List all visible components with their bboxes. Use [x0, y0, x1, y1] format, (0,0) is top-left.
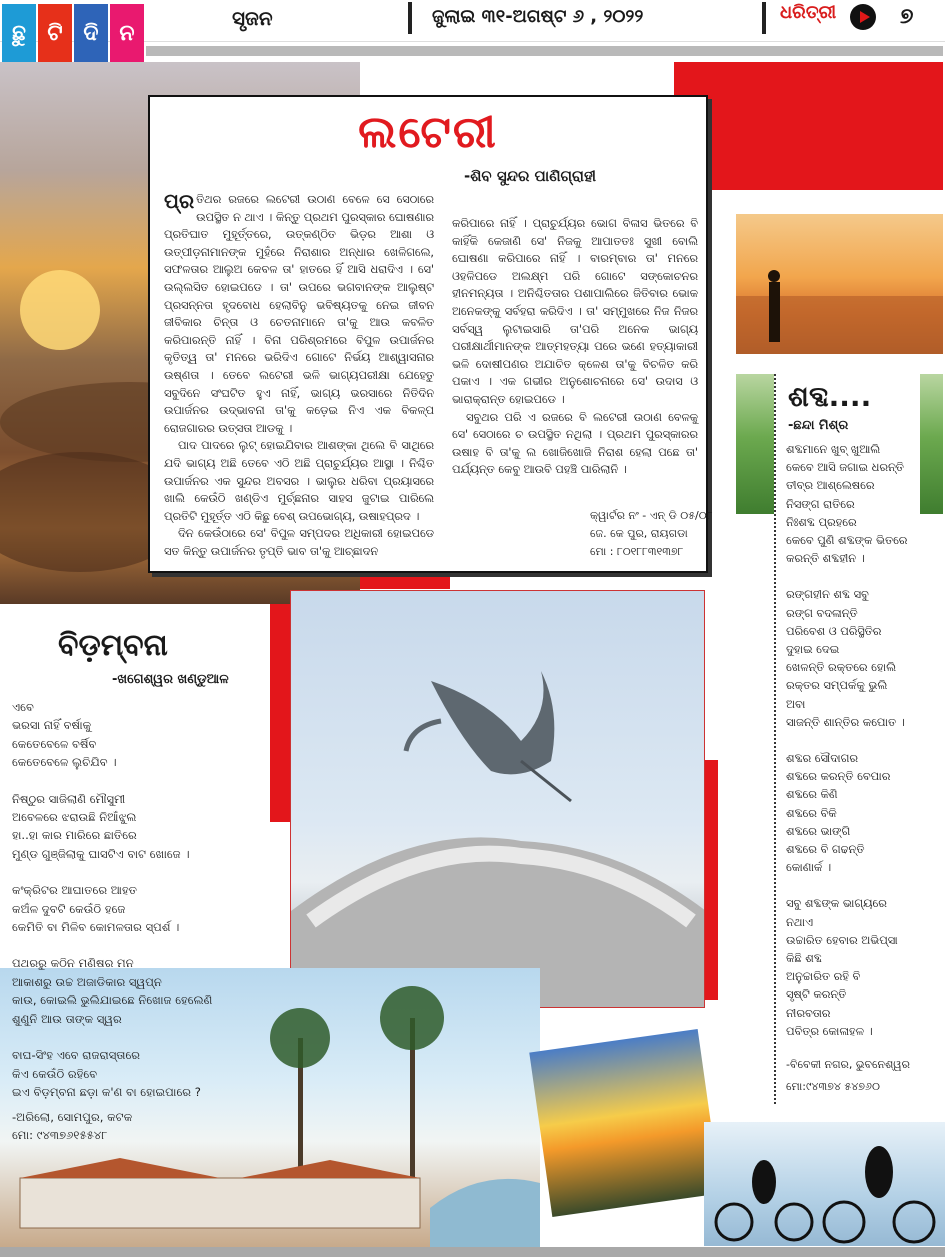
poem-body — [786, 440, 920, 1058]
story-author: -ଶିବ ସୁନ୍ଦର ପାଣିଗ୍ରାହୀ — [464, 167, 596, 185]
footer-bar — [0, 1247, 945, 1257]
poem-line: ଅନୁଚ୍ଚାରିତ ରହି ବି — [786, 969, 861, 984]
poem-stanza — [786, 749, 920, 876]
poem-title: ଶବ୍ଦ.... — [788, 380, 872, 413]
poem-line: ରଙ୍ଗ ବଦଳାନ୍ତି — [786, 605, 858, 620]
poem-line: କେମିତି ବା ମିଳିବ କୋମଳତାର ସ୍ପର୍ଶ । — [12, 920, 180, 935]
poem-line: ପରିବେଶ ଓ ପରିସ୍ଥିତିର — [786, 623, 882, 638]
poem-author: -ଛନ୍ଦା ମିଶ୍ର — [788, 418, 849, 433]
drop-cap: ପ୍ର — [164, 189, 195, 213]
byline-line: ମୋ:୯୪୩୭୪ ୫୪୭୬୦ — [786, 1080, 880, 1093]
main-story — [148, 95, 713, 573]
poem-line: ଶବ୍ଦରେ ଭାଙ୍ଗି — [786, 823, 851, 838]
poem-line: ଭରସା ନାହିଁ ବର୍ଷାକୁ — [12, 718, 92, 733]
sunset-trees-photo — [529, 1029, 720, 1217]
play-icon — [850, 4, 876, 30]
bicycle-icon — [704, 1122, 945, 1246]
poem-stanza — [12, 1046, 282, 1101]
masthead-letter: ନ — [110, 4, 144, 62]
byline-line: ମୋ: ୯୪୩୭୬୧୫୫୪୮ — [12, 1128, 108, 1142]
poem-line: କୋଣାର୍କ । — [786, 860, 832, 875]
poem-line: ସାଜନ୍ତି ଶାନ୍ତିର କପୋତ । — [786, 714, 905, 729]
byline-line: ଜେ. କେ ପୁର, ରାୟଗଡା — [590, 527, 688, 540]
story-paragraph: ସବୁଥର ପରି ଏ ରଜରେ ବି ଲଟେରୀ ଉଠାଣ ବେଳକୁ ସେ' ସେଠାରେ ଚ ଉପସ୍ଥିତ ନଥିଲା । ପ୍ରଥମ ପୁରସ୍କାରର ଉଷାହ ବି ତା'କୁ ଲ ଖୋଜିଖୋଜି ନିରାଶ ହେଲା ପଛେ ତା' ପର୍ଯ୍ୟନ୍ତ କେବୁ ଆଉବି ପହଞ୍ଚି ପାରିଲାନି । — [452, 410, 698, 477]
poem-line: ଶବ୍ଦରେ କରନ୍ତି ବେପାର — [786, 769, 891, 784]
poem-box — [774, 374, 920, 1104]
page-number: ୭ — [900, 4, 914, 29]
poem-line: ନିସଙ୍ଗ ରାତିରେ — [786, 496, 855, 511]
poem-body — [12, 698, 282, 1119]
poem-stanza — [12, 698, 282, 772]
issue-date: ଜୁଲାଇ ୩୧-ଅଗଷ୍ଟ ୬ , ୨୦୨୨ — [432, 6, 644, 27]
story-title: ଲଟେରୀ — [358, 107, 498, 158]
header-bar — [146, 46, 943, 56]
brand-logo: ଧରିତ୍ରୀ — [780, 2, 837, 23]
poem-line: ଶବ୍ଦମାନେ ଖୁବ୍ ଖୁଆଲି — [786, 442, 881, 456]
byline-line: କ୍ୱାର୍ଟର ନଂ - ଏନ୍ ଡି ୦୫/୦୮ — [590, 509, 713, 522]
poem-line: ଶବ୍ଦରେ ବି ଗଢନ୍ତି — [786, 842, 865, 857]
poem-line: ଅବା — [786, 696, 806, 711]
story-paragraph: ଦିନ କେଉଁଠାରେ ସେ' ବିପୁଳ ସମ୍ପଦର ଅଧିକାରୀ ହୋଇପଡେ ସତ କିନ୍ତୁ ଉପାର୍ଜନର ତୃପ୍ତି ଭାବ ତା'କୁ ଆଚ୍ଛାଦନ — [164, 527, 434, 558]
poem-line: ପବିତ୍ର କୋଳାହଳ । — [786, 1023, 873, 1038]
masthead-letter: ଦି — [74, 4, 108, 62]
poem-line: କିଛି ଶବ୍ଦ — [786, 951, 822, 966]
poem-line: ସବୁ ଶବ୍ଦଙ୍କ ଭାଗ୍ୟରେ — [786, 896, 887, 911]
poem-stanza — [786, 440, 920, 567]
poem-line: ଶବ୍ଦରେ ବିକି — [786, 805, 837, 820]
poem-line: ଶୁଣୁନି ଆଉ ତାଙ୍କ ସ୍ୱର — [12, 1011, 122, 1026]
story-byline — [590, 507, 750, 561]
poem-stanza — [786, 585, 920, 731]
poem-line: କିଏ କେଉଁଠି ରହିବେ — [12, 1066, 98, 1081]
byline-line: ମୋ : ୮୦୧୮୮୩୧୩୭୮ — [590, 545, 684, 558]
poem-line: ନିଷ୍ଠୁର ସାଜିଲାଣି ମୌସୁମୀ — [12, 791, 126, 806]
poem-line: ତୀବ୍ର ଆଶ୍ଲେଷରେ — [786, 478, 875, 493]
poem-line: ନୀରବତାର — [786, 1005, 831, 1020]
poem-line: ନିଃଶବ୍ଦ ପ୍ରହରେ — [786, 514, 857, 529]
cyclists-photo — [704, 1122, 945, 1246]
poem-line: ମୁଣ୍ଡ ଗୁଞ୍ଜିଲାକୁ ଘାସଟିଏ ବାଟ ଖୋଜେ । — [12, 846, 190, 861]
poem-line: ଖେଳନ୍ତି ରକ୍ତରେ ହୋଲି — [786, 660, 897, 675]
poem-line: ଇଏ ବିଡ଼ମ୍ବନା ଛଡ଼ା କ'ଣ ବା ହୋଇପାରେ ? — [12, 1084, 201, 1099]
poem-line: ଏବେ — [12, 700, 34, 714]
poem-byline — [12, 1108, 132, 1144]
poem-line: କଂକ୍ରିଟର ଆଘାତରେ ଆହତ — [12, 883, 138, 898]
poem-line: କେତେବେଳେ ବର୍ଷିବ — [12, 736, 97, 751]
masthead-logo — [2, 4, 144, 62]
poem-line: ସୃଷ୍ଟି କରନ୍ତି — [786, 987, 847, 1002]
poem-line: ଦୁହାଇ ଦେଇ — [786, 642, 840, 657]
heron-on-rock-photo — [290, 590, 705, 1008]
section-title: ସୃଜନ — [232, 6, 273, 30]
red-accent-block — [674, 62, 943, 190]
story-paragraph: ପାଦ ପାଦରେ ଲୁଟ୍ ହୋଇଯିବାର ଆଶଙ୍କା ଥିଲେ ବି ସାଥିରେ ଯଦି ଭାଗ୍ୟ ଅଛି ତେବେ ଏଠି ଅଛି ପ୍ରାଚୁର୍ଯ୍ୟର ଆସ୍ଥା । ନିଶ୍ଚିତ ଉପାର୍ଜନର ଏକ ସୁନ୍ଦର ଅବସର । ଭାଲୁର ଧରିବା ପ୍ରୟାସରେ ଖାଲି କେଉଁଠି ଖଣ୍ଡିଏ ମୁର୍ଚ୍ଛନାର ସାହସ ଜୁଟାଇ ପାରିଲେ ପ୍ରତିଟି ମୁହୂର୍ତ୍ତ ଏଠି କିଛୁ ବେଶ୍ ଉପଭୋଗ୍ୟ, ଉଷାହପ୍ରଦ । — [164, 439, 434, 523]
poem-stanza — [12, 954, 282, 1028]
poem-line: କରନ୍ତି ଶବ୍ଦହୀନ । — [786, 551, 865, 566]
heron-icon — [291, 591, 705, 1008]
poem-author: -ଖଗେଶ୍ୱର ଖଣ୍ଡୁଆଳ — [112, 672, 229, 687]
header-divider — [408, 2, 412, 34]
poem-line: ଆକାଶରୁ ଉଚ୍ଚ ଅଜାଡିକାର ସ୍ୱପ୍ନ — [12, 974, 162, 989]
poem-stanza — [786, 894, 920, 1040]
byline-line: -ବିବେକୀ ନଗର, ଭୁବନେଶ୍ୱର — [786, 1058, 910, 1071]
header-divider — [762, 2, 766, 34]
poem-line: ଶବ୍ଦରେ କିଣି — [786, 787, 838, 802]
poem-line: କେବେ ପୁଣି ଶବ୍ଦଙ୍କ ଭିତରେ — [786, 533, 908, 548]
page-header — [0, 0, 945, 46]
poem-line: ରଙ୍ଗହୀନ ଶବ୍ଦ ସବୁ — [786, 587, 869, 602]
poem-line: ଅବେଳରେ ଝରାଉଛି ନିଆଁଝୁଲ — [12, 810, 137, 825]
byline-line: -ଅରିଲୋ, ସୋମପୁର, କଟକ — [12, 1110, 133, 1124]
poem-line: ବାଘ-ସିଂହ ଏବେ ରାଜରାସ୍ତାରେ — [12, 1048, 141, 1063]
poem-stanza — [12, 790, 282, 864]
story-column-2 — [452, 215, 698, 479]
masthead-letter: ଛୁ — [2, 4, 36, 62]
poem-line: ଶବ୍ଦର ସୌଦାଗର — [786, 751, 859, 766]
story-paragraph: କରିପାରେ ନାହିଁ । ପ୍ରାଚୁର୍ଯ୍ୟର ଭୋଗ ବିଳାସ ଭିତରେ ବି କାହିଁକି କେଜାଣି ସେ' ନିଜକୁ ଆପାତତଃ ସୁଖୀ ବୋଲି ଘୋଷଣା କରିପାରେ ନାହିଁ । ବାରମ୍ବାର ତା' ମନରେ ଓହଳିପଡେ ଅଲକ୍ଷ୍ମ ପରି ଗୋଟେ ସଙ୍କୋଚନର ହୀନମନ୍ୟତା । ଅନିଶ୍ଚିତତାର ପଶାପାଲିରେ ଜିତିବାର ଭୋକ ଅନେକଙ୍କୁ ସର୍ବହରା କରିଦିଏ । ତା' ସମ୍ମୁଖରେ ନିଜ ନିଜର ସର୍ବସ୍ୱ ଲୁଟାଇସାରି ତା'ପରି ଅନେକ ଭାଗ୍ୟ ପରୀକ୍ଷାର୍ଥୀମାନଙ୍କ ଆତ୍ମହତ୍ୟା ପରେ ଭଣେ ହତ୍ୟାକାରୀ ଭଳି ଦୋଷୀପଣର ଅଯାଚିତ କ୍ଳେଶ ତା'କୁ ବିଚଳିତ କରି ପକାଏ । ଏକ ଗଭୀର ଅନୁଶୋଚନାରେ ସେ' ଉଦାସ ଓ ଭାରାକ୍ରାନ୍ତ ହୋଇପଡେ । — [452, 217, 698, 406]
story-column-1 — [164, 191, 434, 560]
poem-line: ଉଚ୍ଚାରିତ ହେବାର ଅଭିପ୍ସା — [786, 932, 898, 947]
poem-line: କେତେବେଳେ ଲୁଚିଯିବ । — [12, 755, 117, 770]
silhouette-beach-photo — [736, 214, 943, 354]
person-silhouette-icon — [736, 214, 943, 354]
poem-line: ନଥାଏ — [786, 914, 813, 929]
poem-byline — [786, 1054, 910, 1098]
poem-line: ରକ୍ତର ସମ୍ପର୍କକୁ ଭୁଲି — [786, 678, 888, 693]
poem-line: ପଥରରୁ କଠିନ ମଣିଷର ମନ — [12, 956, 134, 971]
poem-stanza — [12, 881, 282, 936]
poem-line: ହା..ହା କାର ମାରିରେ ଛାତିରେ — [12, 828, 137, 843]
story-paragraph: ତିଥର ରଜରେ ଲଟେରୀ ଉଠାଣ ବେଳେ ସେ ସେଠାରେ ଉପସ୍ଥିତ ନ ଥାଏ । କିନ୍ତୁ ପ୍ରଥମ ପୁରସ୍କାର ଘୋଷଣାର ପ୍ରତିଘାତ ମୁହୂର୍ତ୍ତରେ, ଉତ୍କଣ୍ଠିତ ଭିଡ଼ର ଆଶା ଓ ଉତ୍ପୀଡ଼ନାମାନଙ୍କ ମୁହଁରେ ନିରାଶାର ଅନ୍ଧାର ଖେଳିଗଲେ, ସଫଳତାର ଆଲୁଅ କେବଳ ତା' ହାତରେ ହିଁ ଆସି ଧରାଦିଏ । ସେ' ଉଲ୍ଲସିତ ହୋଇପଡେ । ତା' ଉପରେ ଭଗବାନଙ୍କ ଆଲୁଷ୍ଟ ପ୍ରସନ୍ନତା ହୃଦବୋଧ ହେଲାବିନୁ ଭବିଷ୍ୟତକୁ ନେଇ ଜୀବନ ଜୀବିକାର ଚିନ୍ତା ଓ ଚେତନାମାନେ ତା'କୁ ଆଉ କବଳିତ କରିପାରନ୍ତି ନାହିଁ । ବିନା ପରିଶ୍ରମରେ ବିପୁଳ ଉପାର୍ଜନର କୃତିତ୍ୱ ତା' ମନରେ ଭରିଦିଏ ଗୋଟେ ନିର୍ଭୟ ଆଶ୍ୱାସନାର ଉଷ୍ଣତା । ତେବେ ଲଟେରୀ ଭଳି ଭାଗ୍ୟପରୀକ୍ଷା ଯେହେତୁ ସବୁଦିନେ ସଂଘଟିତ ହୁଏ ନାହିଁ, ଭାଗ୍ୟ ଭରସାରେ ନିତିଦିନ ଉପାର୍ଜନର ଉଦ୍ଭାବନା ତା'କୁ କଡ଼େଇ ନିଏ ଏକ ବିକଳ୍ପ ରୋଜଗାରର ଉତ୍ସତା ଆଡକୁ । — [164, 193, 434, 435]
poem-line: କଅଁଳ ଦୁବଟି କେଉଁଠି ହଜେ — [12, 901, 126, 916]
masthead-letter: ଟି — [38, 4, 72, 62]
poem-line: କାଉ, କୋଇଲି ଭୁଲିଯାଇଛେ ନିଖୋଜ ହେଲେଣି — [12, 993, 213, 1008]
poem-line: କେବେ ଆସି ଜଗାଇ ଧରନ୍ତି — [786, 460, 904, 475]
poem-title: ବିଡ଼ମ୍ବନା — [58, 628, 168, 663]
